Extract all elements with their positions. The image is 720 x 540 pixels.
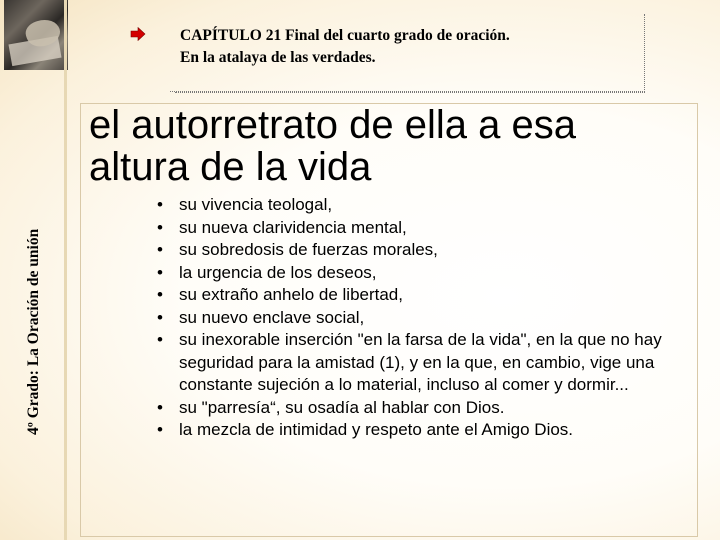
bullet-dot-icon: •	[157, 330, 163, 349]
chapter-title-line1: CAPÍTULO 21 Final del cuarto grado de oración.	[180, 27, 510, 44]
bullet-item	[155, 397, 695, 420]
header-divider	[175, 92, 645, 93]
bullet-dot-icon: •	[157, 217, 163, 237]
bullet-text: su vivencia teologal,	[179, 195, 333, 214]
bullet-text: su nuevo enclave social,	[179, 307, 365, 327]
bullet-item	[155, 307, 695, 330]
arrow-right-icon	[130, 27, 146, 41]
bullet-text: la urgencia de los deseos,	[179, 262, 377, 282]
chapter-title-line2: En la atalaya de las verdades.	[180, 49, 376, 66]
bullet-dot-icon: •	[157, 195, 163, 214]
bullet-item	[155, 329, 695, 397]
slide-title: el autorretrato de ella a esa altura de la vida	[89, 103, 576, 189]
bullet-list	[155, 194, 695, 442]
left-accent-bar	[64, 0, 67, 540]
bullet-dot-icon: •	[157, 307, 163, 327]
bullet-text: su sobredosis de fuerzas morales,	[179, 240, 438, 259]
bullet-item	[155, 262, 695, 285]
bullet-text: su inexorable inserción "en la farsa de la vida", en la que no hay seguridad para la amistad (1), y en la que, en cambio, vige una constante sujeción a lo material, incluso al comer y dormir...	[179, 330, 662, 394]
bullet-dot-icon: •	[157, 240, 163, 259]
corner-photo	[4, 0, 68, 70]
bullet-dot-icon: •	[157, 397, 163, 417]
bullet-text: su extraño anhelo de libertad,	[179, 285, 403, 304]
bullet-dot-icon: •	[157, 262, 163, 282]
bullet-text: la mezcla de intimidad y respeto ante el Amigo Dios.	[179, 420, 574, 439]
sidebar-vertical-label: 4º Grado: La Oración de unión	[25, 228, 42, 435]
bullet-text: su "parresía“, su osadía al hablar con Dios.	[179, 397, 505, 417]
bullet-dot-icon: •	[157, 285, 163, 304]
bullet-text: su nueva clarividencia mental,	[179, 217, 407, 237]
bullet-dot-icon: •	[157, 420, 163, 439]
bullet-item	[155, 239, 695, 262]
bullet-item	[155, 419, 695, 442]
bullet-item	[155, 217, 695, 240]
chapter-header	[170, 14, 645, 92]
bullet-item	[155, 194, 695, 217]
bullet-item	[155, 284, 695, 307]
